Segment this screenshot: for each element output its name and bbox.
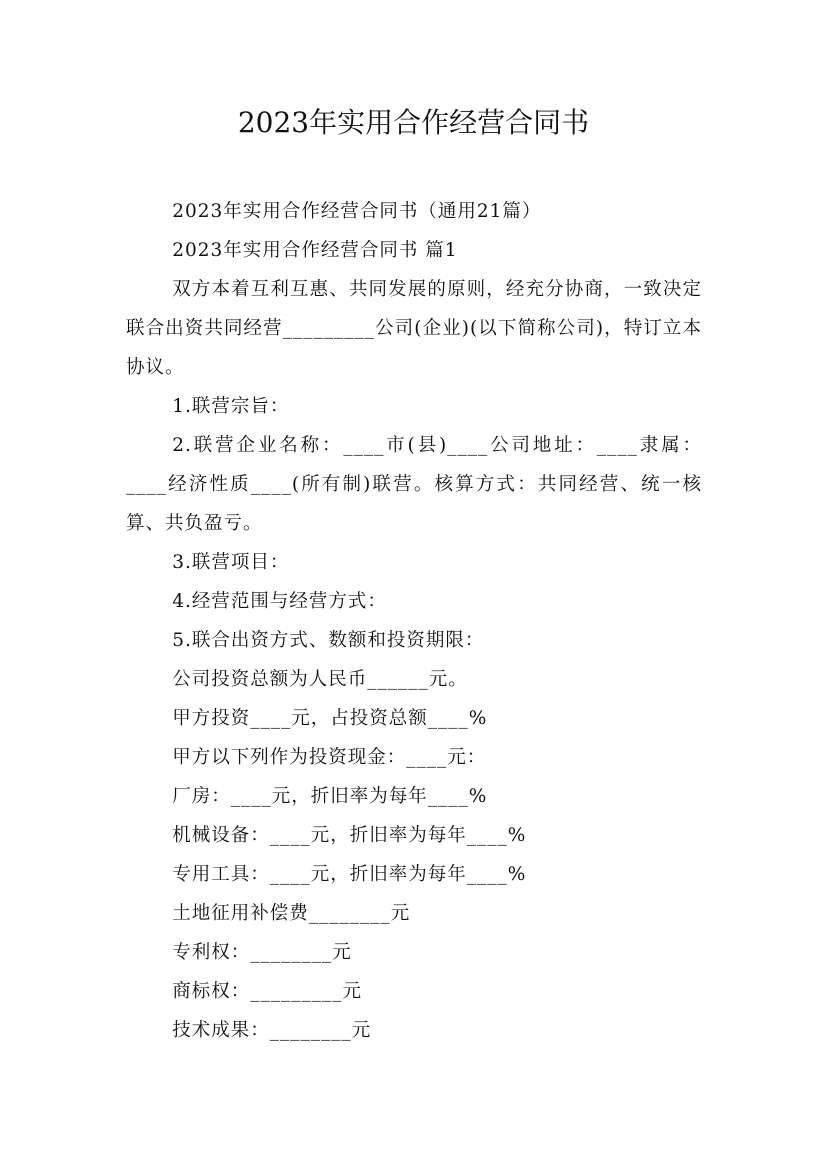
document-title: 2023年实用合作经营合同书 bbox=[237, 106, 590, 139]
paragraph: 4.经营范围与经营方式： bbox=[172, 591, 387, 612]
paragraph: 厂房：____元，折旧率为每年____% bbox=[172, 786, 488, 807]
paragraph: 双方本着互利互惠、共同发展的原则，经充分协商，一致决定联合出资共同经营_________公司(企业)(以下简称公司)，特订立本协议。 bbox=[126, 279, 702, 378]
paragraph: 1.联营宗旨： bbox=[172, 396, 290, 417]
paragraph: 技术成果：________元 bbox=[172, 1020, 372, 1041]
paragraph: 2023年实用合作经营合同书（通用21篇） bbox=[172, 201, 542, 222]
paragraph: 3.联营项目： bbox=[172, 552, 290, 573]
paragraph: 甲方投资____元，占投资总额____% bbox=[172, 708, 488, 729]
paragraph: 2023年实用合作经营合同书 篇1 bbox=[172, 240, 458, 261]
paragraph: 机械设备：____元，折旧率为每年____% bbox=[172, 825, 527, 846]
document-body bbox=[126, 192, 702, 1050]
paragraph: 公司投资总额为人民币______元。 bbox=[172, 669, 468, 690]
paragraph: 专用工具：____元，折旧率为每年____% bbox=[172, 864, 527, 885]
paragraph: 土地征用补偿费________元 bbox=[172, 903, 411, 924]
paragraph: 5.联合出资方式、数额和投资期限： bbox=[172, 630, 485, 651]
paragraph: 甲方以下列作为投资现金：____元： bbox=[172, 747, 487, 768]
paragraph: 2.联营企业名称：____市(县)____公司地址：____隶属：____经济性质____(所有制)联营。核算方式：共同经营、统一核算、共负盈亏。 bbox=[126, 435, 702, 534]
paragraph: 商标权：_________元 bbox=[172, 981, 363, 1002]
paragraph: 专利权：________元 bbox=[172, 942, 352, 963]
